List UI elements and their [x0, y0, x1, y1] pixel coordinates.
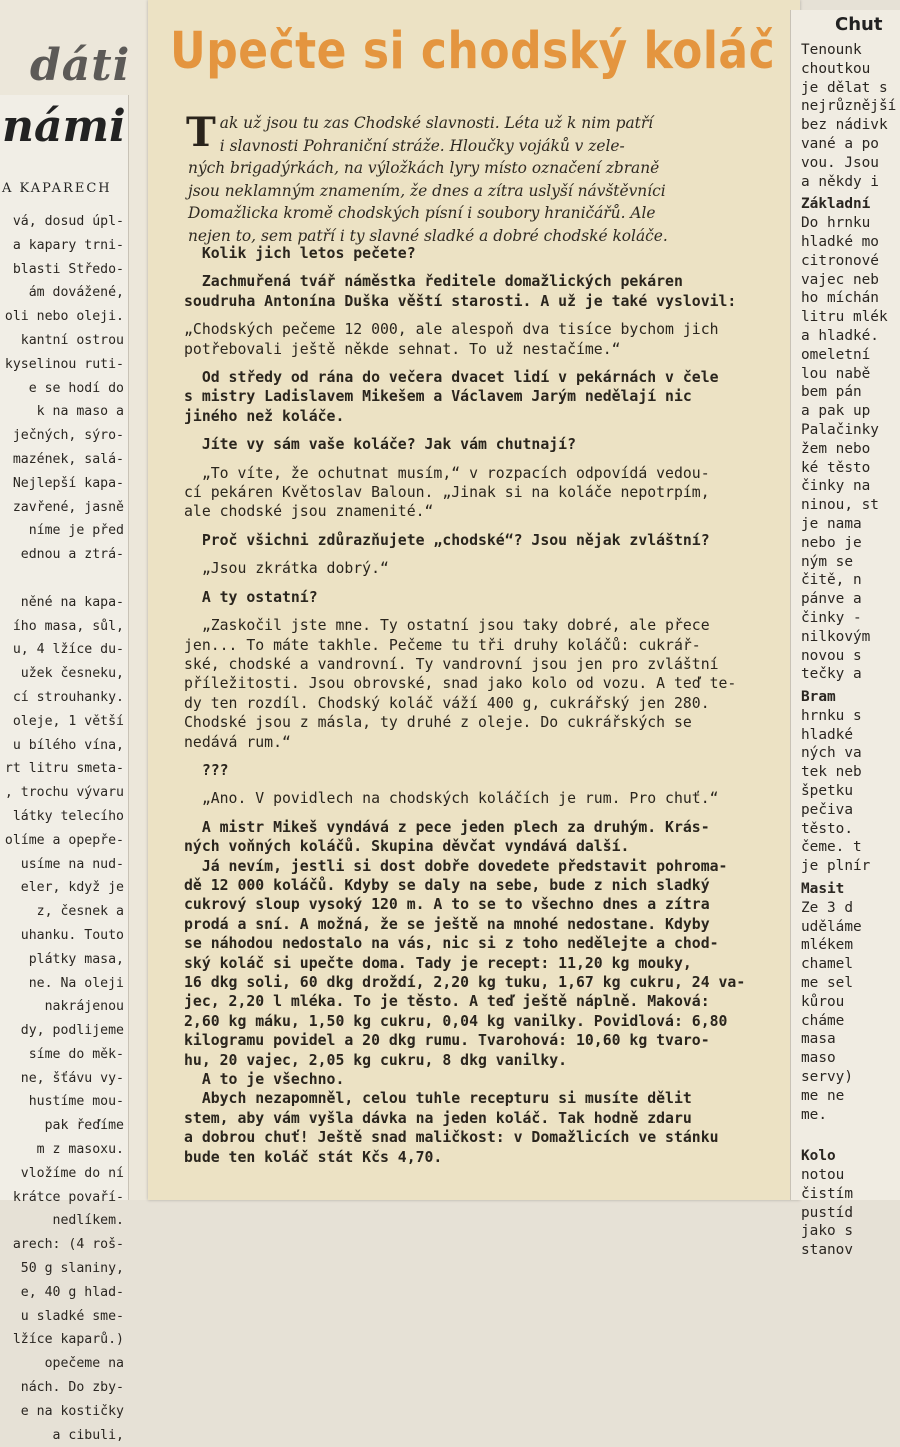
right-text-line: me. — [801, 1106, 827, 1123]
left-text-line: ne, šťávu vy- — [20, 1070, 124, 1086]
left-text-line: blasti Středo- — [12, 261, 124, 277]
left-text-line: pak řeďíme — [44, 1118, 124, 1134]
article-paragraph — [184, 616, 794, 752]
article-paragraph — [184, 435, 794, 454]
right-text-line: kůrou — [801, 993, 845, 1010]
right-text-line: je nama — [801, 515, 862, 532]
right-text-line: je dělat s — [801, 79, 888, 96]
right-text-line: Do hrnku — [801, 215, 871, 232]
paragraph-line: ské, chodské a vandrovní. Ty vandrovní jsou jen pro zvláštní — [184, 655, 719, 673]
paragraph-line: „To víte, že ochutnat musím,“ v rozpacích odpovídá vedou- — [184, 464, 710, 482]
right-text-line: citronové — [801, 252, 879, 269]
paragraph-line: jiného než koláče. — [184, 407, 345, 425]
left-heading-fragment: dáti — [30, 40, 131, 91]
paragraph-gap — [184, 522, 794, 531]
left-text-line: níme je před — [28, 523, 124, 539]
paragraph-line: a dobrou chuť! Ještě snad maličkost: v Domažlicích ve stánku — [184, 1129, 719, 1147]
right-text-line: cháme — [801, 1012, 845, 1029]
intro-line: jsou neklamným znamením, že dnes a zítra uslyší návštěvníci — [188, 181, 666, 200]
left-text-line: vá, dosud úpl- — [12, 214, 124, 229]
left-text-line: oleje, 1 větší — [12, 713, 124, 729]
left-text-line: cí strouhanky. — [12, 689, 124, 705]
left-text-line: u sladké sme- — [20, 1308, 124, 1324]
right-text-line: vajec neb — [801, 271, 879, 288]
left-subheading-fragment: námi — [2, 101, 126, 152]
left-text-line: mazének, salá- — [12, 451, 124, 467]
left-text-line: a kapary trni- — [12, 237, 124, 253]
paragraph-line: ský koláč si upečte doma. Tady je recept: 11,20 kg mouky, — [184, 954, 692, 972]
right-text-line: žem nebo — [801, 440, 871, 457]
paragraph-line: se náhodou nedostalo na vás, nic si z toho nedělejte a chod- — [184, 935, 719, 953]
left-text-line: nách. Do zby- — [20, 1380, 124, 1396]
right-text-line: pečiva — [801, 801, 853, 818]
left-text-line: usíme na nud- — [20, 856, 124, 872]
right-text-line: hrnku s — [801, 707, 862, 724]
paragraph-line: 16 dkg soli, 60 dkg droždí, 2,20 kg tuku, 1,67 kg cukru, 24 va- — [184, 974, 746, 991]
article-paragraph — [184, 320, 794, 359]
intro-line: nejen to, sem patří i ty slavné sladké a dobré chodské koláče. — [188, 226, 668, 245]
paragraph-line: „Ano. V povidlech na chodských koláčích je rum. Pro chuť.“ — [184, 790, 719, 808]
right-text-line: tečky a — [801, 666, 862, 683]
paragraph-line: A ty ostatní? — [184, 588, 318, 606]
right-text-line: uděláme — [801, 918, 862, 935]
left-text-line: a cibuli, — [52, 1427, 124, 1443]
paragraph-line: „Zaskočil jste mne. Ty ostatní jsou taky dobré, ale přece — [184, 617, 710, 635]
paragraph-line: Od středy od rána do večera dvacet lidí v pekárnách v čele — [184, 369, 719, 387]
left-text-line: olíme a opepře- — [4, 832, 124, 848]
left-article-column — [0, 95, 129, 1443]
center-article-clipping — [148, 0, 800, 1200]
right-text-lines — [791, 41, 900, 1260]
article-paragraph — [184, 531, 794, 550]
paragraph-gap — [184, 550, 794, 559]
paragraph-line: 2,60 kg máku, 1,50 kg cukru, 0,04 kg vanilky. Povidlová: 6,80 — [184, 1012, 728, 1030]
article-paragraph — [184, 559, 794, 578]
right-text-line: vané a po — [801, 135, 879, 152]
left-text-line: eler, když je — [20, 880, 124, 896]
intro-line: i slavnosti Pohraniční stráže. Hloučky vojáků v zele- — [219, 136, 625, 155]
paragraph-line: Jíte vy sám vaše koláče? Jak vám chutnají? — [184, 436, 576, 454]
right-text-line: maso — [801, 1050, 836, 1067]
right-text-line: špetku — [801, 783, 853, 800]
left-text-line: uhanku. Touto — [20, 927, 124, 943]
left-text-line: lžíce kaparů.) — [12, 1332, 124, 1348]
right-text-line: čeme. t — [801, 839, 862, 856]
right-text-line: me ne — [801, 1087, 845, 1104]
right-clipping — [790, 10, 900, 1259]
left-text-line: ne. Na oleji — [28, 975, 124, 991]
paragraph-gap — [184, 263, 794, 272]
article-paragraph — [184, 244, 794, 263]
paragraph-line: s mistry Ladislavem Mikešem a Václavem Jarým nedělají nic — [184, 388, 692, 406]
article-paragraph — [184, 368, 794, 426]
left-text-line: kantní ostrou — [20, 332, 124, 348]
left-text-line: k na maso a — [36, 404, 124, 420]
paragraph-gap — [184, 426, 794, 435]
right-text-line: čitě, n — [801, 572, 862, 589]
left-text-line: opečeme na — [44, 1356, 124, 1372]
right-text-line: ho míchán — [801, 290, 879, 307]
right-text-line: choutkou — [801, 60, 871, 77]
left-text-line: u, 4 lžíce du- — [12, 642, 124, 658]
right-text-line: pánve a — [801, 591, 862, 608]
paragraph-line: stem, aby vám vyšla dávka na jeden koláč. Tak hodně zdaru — [184, 1109, 692, 1127]
right-text-line: vou. Jsou — [801, 154, 879, 171]
paragraph-line: bude ten koláč stát Kčs 4,70. — [184, 1148, 443, 1166]
left-text-line: zavřené, jasně — [12, 499, 124, 515]
right-subheading: Bram — [801, 689, 836, 706]
right-text-line: Ze 3 d — [801, 899, 853, 916]
left-text-line: m z masoxu. — [36, 1142, 124, 1158]
paragraph-line: dě 12 000 koláčů. Kdyby se daly na sebe, bude z nich sladký — [184, 876, 710, 894]
paragraph-line: Chodské jsou z másla, ty druhé z oleje. Do cukrářských se — [184, 714, 692, 732]
paragraph-line: nedává rum.“ — [184, 733, 291, 751]
right-text-line: litru mlék — [801, 309, 888, 326]
left-byline: A KAPARECH — [2, 181, 112, 196]
paragraph-line: A to je všechno. — [184, 1071, 345, 1089]
article-paragraph — [184, 818, 794, 1167]
paragraph-line: A mistr Mikeš vyndává z pece jeden plech za druhým. Krás- — [184, 818, 710, 836]
paragraph-line: „Chodských pečeme 12 000, ale alespoň dva tisíce bychom jich — [184, 321, 719, 339]
left-text-line: ječných, sýro- — [12, 428, 124, 444]
paragraph-line: „Jsou zkrátka dobrý.“ — [184, 560, 389, 578]
paragraph-line: Já nevím, jestli si dost dobře dovedete představit pohroma- — [184, 857, 728, 875]
paragraph-line: potřebovali ještě někde sehnat. To už nestačíme.“ — [184, 340, 621, 358]
right-text-line: chamel — [801, 956, 853, 973]
left-text-line: 50 g slaniny, — [20, 1261, 124, 1277]
right-text-line — [791, 1124, 900, 1143]
paragraph-gap — [184, 455, 794, 464]
right-text-line: stanov — [801, 1242, 853, 1259]
right-text-line: ké těsto — [801, 459, 871, 476]
right-text-line: je plnír — [801, 858, 871, 875]
paragraph-gap — [184, 780, 794, 789]
right-text-line: těsto. — [801, 820, 853, 837]
right-text-line: lou nabě — [801, 365, 871, 382]
right-text-line: jako s — [801, 1223, 853, 1240]
paragraph-line: Zachmuřená tvář náměstka ředitele domažlických pekáren — [184, 273, 683, 291]
intro-lines — [186, 109, 788, 247]
right-text-line: ninou, st — [801, 497, 879, 514]
paragraph-gap — [184, 359, 794, 368]
right-text-line: novou s — [801, 647, 862, 664]
left-text-line: e, 40 g hlad- — [20, 1284, 124, 1300]
left-text-line: u bílého vína, — [12, 737, 124, 753]
right-text-line: čistím — [801, 1185, 853, 1202]
left-text-line: užek česneku, — [20, 666, 124, 682]
right-text-line: mlékem — [801, 937, 853, 954]
right-text-line: nilkovým — [801, 628, 871, 645]
article-paragraph — [184, 761, 794, 780]
paragraph-line: hu, 20 vajec, 2,05 kg cukru, 8 dkg vanilky. — [184, 1051, 568, 1069]
left-text-line: arech: (4 roš- — [12, 1237, 124, 1253]
article-intro — [186, 109, 788, 247]
intro-line: ných brigadýrkách, na výložkách lyry místo označení zbraně — [188, 159, 660, 177]
right-subheading: Základní — [801, 196, 871, 213]
article-paragraph — [184, 464, 794, 522]
left-text-line: nedlíkem. — [52, 1213, 124, 1229]
paragraph-gap — [184, 1167, 794, 1176]
left-text-line: něné na kapa- — [20, 594, 124, 610]
right-text-line: nejrůznější — [801, 98, 897, 115]
article-headline: Upečte si chodský koláč — [170, 22, 776, 81]
left-text-line: z, česnek a — [36, 904, 124, 920]
right-text-line: a hladké. — [801, 327, 879, 344]
paragraph-line: ??? — [184, 761, 229, 779]
paragraph-line: ných voňných koláčů. Skupina děvčat vyndává další. — [184, 838, 630, 856]
left-text-line: e na kostičky — [20, 1403, 124, 1419]
paragraph-gap — [184, 607, 794, 616]
left-text-line: , trochu vývaru — [4, 785, 124, 801]
left-text-line — [0, 567, 128, 591]
left-text-line: kyselinou ruti- — [4, 356, 124, 372]
article-paragraph — [184, 272, 794, 311]
left-text-line: Nejlepší kapa- — [12, 475, 124, 491]
paragraph-gap — [184, 809, 794, 818]
intro-dropcap: T — [186, 109, 216, 156]
left-text-lines — [0, 210, 128, 1447]
left-text-line: ám dovážené, — [28, 285, 124, 301]
right-text-line: bem pán — [801, 384, 862, 401]
paragraph-line: ale chodské jsou znamenité.“ — [184, 503, 434, 521]
paragraph-line: jec, 2,20 l mléka. To je těsto. A teď ještě náplně. Maková: — [184, 993, 710, 1011]
right-text-line: hladké mo — [801, 233, 879, 250]
right-text-line: a pak up — [801, 403, 871, 420]
left-text-line: oli nebo oleji. — [4, 309, 124, 325]
right-text-line: servy) — [801, 1069, 853, 1086]
paragraph-line: dy ten rozdíl. Chodský koláč váží 400 g, cukrářský jen 280. — [184, 694, 710, 712]
paragraph-line: Proč všichni zdůrazňujete „chodské“? Jsou nějak zvláštní? — [184, 531, 710, 549]
right-text-line: Palačinky — [801, 421, 879, 438]
right-text-line: pustíd — [801, 1204, 853, 1221]
paragraph-line: jen... To máte takhle. Pečeme tu tři druhy koláčů: cukrář- — [184, 636, 701, 654]
left-text-line: hustíme mou- — [28, 1094, 124, 1110]
paragraph-line: Kolik jich letos pečete? — [184, 245, 416, 262]
left-text-line: nakrájenou — [44, 999, 124, 1015]
paragraph-line: cukrový sloup vysoký 120 m. A to se to všechno dnes a zítra — [184, 896, 710, 914]
left-text-line: rt litru smeta- — [4, 761, 124, 777]
paragraph-line: cí pekáren Květoslav Baloun. „Jinak si na koláče nepotrpím, — [184, 484, 710, 502]
right-text-line: ných va — [801, 745, 862, 762]
right-text-line: omeletní — [801, 346, 871, 363]
left-text-line: plátky masa, — [28, 951, 124, 967]
paragraph-line: Abych nezapomněl, celou tuhle recepturu si musíte dělit — [184, 1090, 692, 1108]
left-text-line: síme do měk- — [28, 1046, 124, 1062]
paragraph-line: kilogramu povidel a 20 dkg rumu. Tvarohová: 10,60 kg tvaro- — [184, 1032, 710, 1050]
left-text-line: e se hodí do — [28, 380, 124, 396]
right-text-line: notou — [801, 1167, 845, 1184]
article-paragraph — [184, 789, 794, 808]
right-title-fragment: Chut — [835, 14, 883, 35]
right-text-line: me sel — [801, 975, 853, 992]
intro-line: ak už jsou tu zas Chodské slavnosti. Léta už k nim patří — [219, 114, 654, 132]
paragraph-gap — [184, 752, 794, 761]
paragraph-gap — [184, 311, 794, 320]
right-text-line: činky na — [801, 478, 871, 495]
left-text-line: krátce povaří- — [12, 1189, 124, 1205]
article-body — [184, 244, 794, 1176]
left-text-line: látky telecího — [12, 808, 124, 824]
paragraph-line: soudruha Antonína Duška věští starosti. A už je také vyslovil: — [184, 292, 737, 310]
intro-line: Domažlicka kromě chodských písní i soubory hraničářů. Ale — [188, 204, 656, 222]
paragraph-gap — [184, 579, 794, 588]
left-text-line: dy, podlijeme — [20, 1023, 124, 1039]
right-text-line: a někdy i — [801, 173, 879, 190]
right-text-line: tek neb — [801, 764, 862, 781]
left-text-line: vložíme do ní — [20, 1165, 124, 1181]
right-subheading: Kolo — [801, 1148, 836, 1165]
paragraph-line: prodá a sní. A možná, že se ještě na mnohé nedostane. Kdyby — [184, 915, 710, 933]
right-text-line: masa — [801, 1031, 836, 1048]
right-text-line: nebo je — [801, 534, 862, 551]
right-text-line: hladké — [801, 726, 853, 743]
paragraph-line: příležitosti. Jsou obrovské, snad jako kolo od vozu. A teď te- — [184, 675, 737, 693]
right-text-line: Tenounk — [801, 42, 862, 58]
left-text-line: ího masa, sůl, — [12, 618, 124, 634]
left-text-line: ednou a ztrá- — [20, 547, 124, 563]
right-subheading: Masit — [801, 881, 845, 898]
left-clipping — [0, 0, 160, 1443]
right-text-line: bez nádivk — [801, 117, 888, 134]
right-text-line: činky - — [801, 609, 862, 626]
right-text-line: ným se — [801, 553, 853, 570]
article-paragraph — [184, 588, 794, 607]
